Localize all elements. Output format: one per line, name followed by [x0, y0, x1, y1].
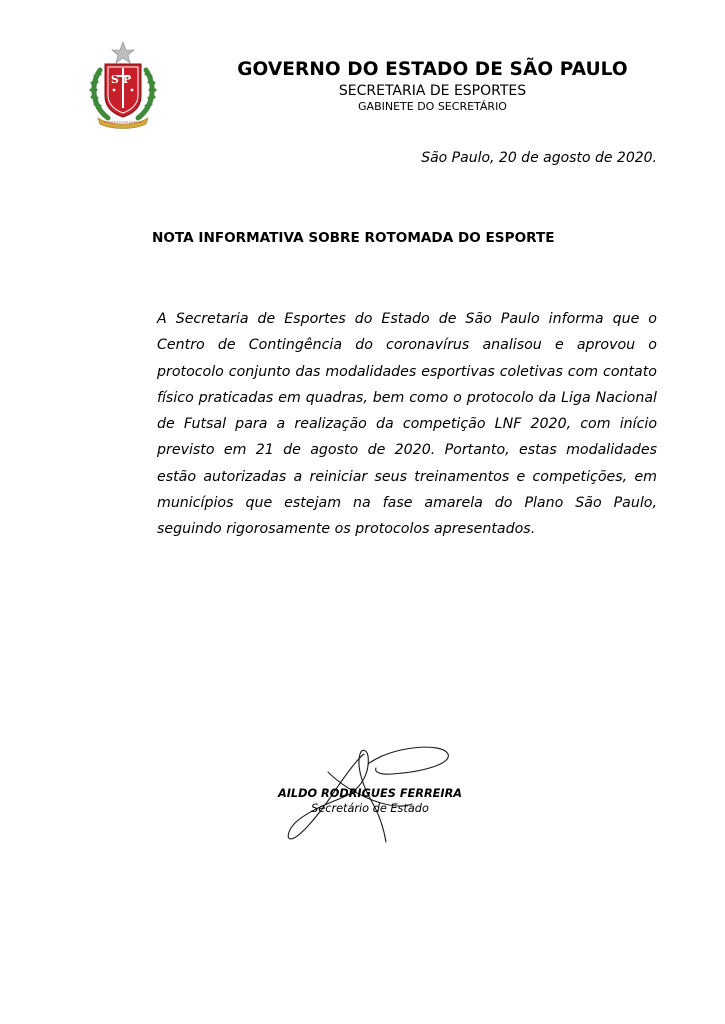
letterhead: [200, 58, 665, 114]
signatory-role: Secretário de Estado: [311, 802, 429, 815]
signatory-name: AILDO RODRIGUES FERREIRA: [277, 787, 463, 800]
crest-monogram: SP: [110, 73, 136, 86]
document-title: NOTA INFORMATIVA SOBRE ROTOMADA DO ESPORTE: [152, 230, 555, 246]
document-body: A Secretaria de Esportes do Estado de São Paulo informa que o Centro de Contingência do coronavírus analisou e aprovou o protocolo conjunto das modalidades esportivas coletivas com contato físico praticadas em quadras, bem como o protocolo da Liga Nacional de Futsal para a realização da competição LNF 2020, com início previsto em 21 de agosto de 2020. Portanto, estas modalidades estão autorizadas a reiniciar seus treinamentos e competições, em municípios que estejam na fase amarela do Plano São Paulo, seguindo rigorosamente os protocolos apresentados.: [157, 311, 657, 538]
document-date: São Paulo, 20 de agosto de 2020.: [421, 150, 657, 166]
office-title: GABINETE DO SECRETÁRIO: [358, 100, 507, 113]
secretariat-title: SECRETARIA DE ESPORTES: [338, 83, 527, 99]
government-title: GOVERNO DO ESTADO DE SÃO PAULO: [237, 59, 628, 80]
